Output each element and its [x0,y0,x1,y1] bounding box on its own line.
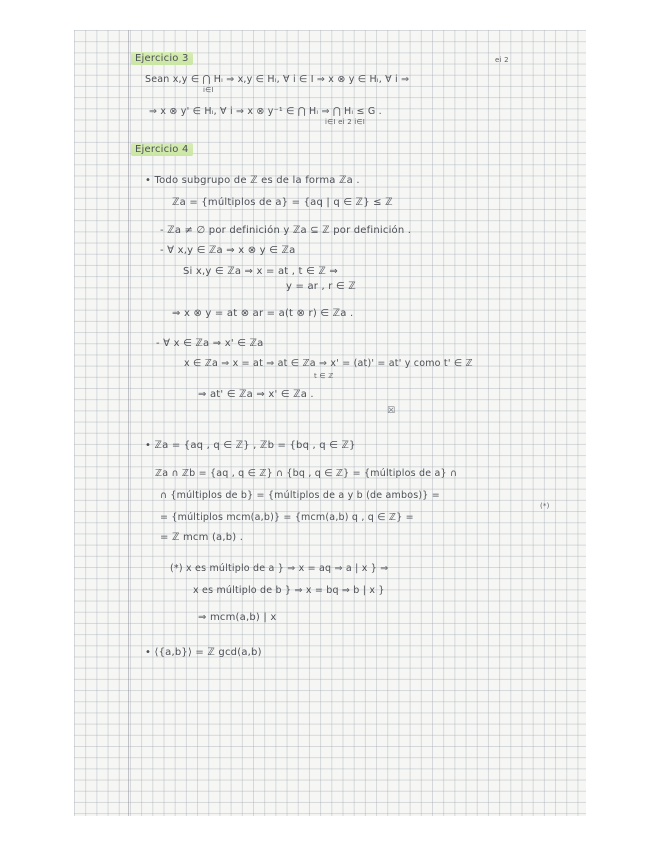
ejercicio4-line-h: x ∈ ℤa ⇒ x = at ⇒ at ∈ ℤa ⇒ x' = (at)' = at' y como t' ∈ ℤ [184,358,473,369]
margin-line [128,30,129,816]
ejercicio4-line-k-note: (*) [540,502,550,510]
ejercicio3-line2-sub: i∈I ei 2 i∈I [325,118,365,126]
ejercicio4-line-o: x es múltiplo de b } ⇒ x = bq ⇒ b | x } [193,585,385,596]
ejercicio3-title: Ejercicio 3 [131,52,193,65]
ejercicio4-line-a: ℤa = {múltiplos de a} = {aq | q ∈ ℤ} ≤ ℤ [172,197,393,208]
ejercicio4-line-n: (*) x es múltiplo de a } ⇒ x = aq ⇒ a | x } ⇒ [170,563,389,574]
ejercicio3-line1-sub: i∈I [203,86,214,94]
ejercicio4-line-j: ℤa ∩ ℤb = {aq , q ∈ ℤ} ∩ {bq , q ∈ ℤ} = {múltiplos de a} ∩ [155,468,458,479]
ejercicio4-line-h-sub: t ∈ ℤ [314,372,334,380]
ejercicio4-line-g: - ∀ x ∈ ℤa ⇒ x' ∈ ℤa [156,338,264,349]
ejercicio4-bullet3: • ⟨{a,b}⟩ = ℤ gcd(a,b) [145,647,262,658]
ejercicio4-line-i: ⇒ at' ∈ ℤa ⇒ x' ∈ ℤa . [198,389,314,400]
ejercicio4-title: Ejercicio 4 [131,143,193,156]
ejercicio3-corner-note: ei 2 [495,56,509,64]
ejercicio4-bullet2: • ℤa = {aq , q ∈ ℤ} , ℤb = {bq , q ∈ ℤ} [145,440,356,451]
ejercicio4-line-m: = ℤ mcm (a,b) . [160,532,244,543]
ejercicio3-line2: ⇒ x ⊗ y' ∈ Hᵢ, ∀ i ⇒ x ⊗ y⁻¹ ∈ ⋂ Hᵢ ⇒ ⋂ Hᵢ ≤ G . [149,106,382,117]
ejercicio4-line-d: Si x,y ∈ ℤa ⇒ x = at , t ∈ ℤ ⇒ [183,266,338,277]
ejercicio4-line-l: = {múltiplos mcm(a,b)} = {mcm(a,b) q , q ∈ ℤ} = [160,512,414,523]
ejercicio4-line-e: y = ar , r ∈ ℤ [286,281,356,292]
ejercicio4-line-c: - ∀ x,y ∈ ℤa ⇒ x ⊗ y ∈ ℤa [160,245,296,256]
ejercicio4-line-b: - ℤa ≠ ∅ por definición y ℤa ⊆ ℤ por definición . [160,225,412,236]
ejercicio4-line-f: ⇒ x ⊗ y = at ⊗ ar = a(t ⊗ r) ∈ ℤa . [172,308,354,319]
ejercicio4-line-k: ∩ {múltiplos de b} = {múltiplos de a y b (de ambos)} = [160,490,440,501]
ejercicio4-line-p: ⇒ mcm(a,b) | x [198,612,277,623]
end-of-proof-mark: ☒ [387,406,396,416]
ejercicio3-line1: Sean x,y ∈ ⋂ Hᵢ ⇒ x,y ∈ Hᵢ, ∀ i ∈ I ⇒ x ⊗ y ∈ Hᵢ, ∀ i ⇒ [145,74,410,85]
ejercicio4-bullet1: • Todo subgrupo de ℤ es de la forma ℤa . [145,175,360,186]
